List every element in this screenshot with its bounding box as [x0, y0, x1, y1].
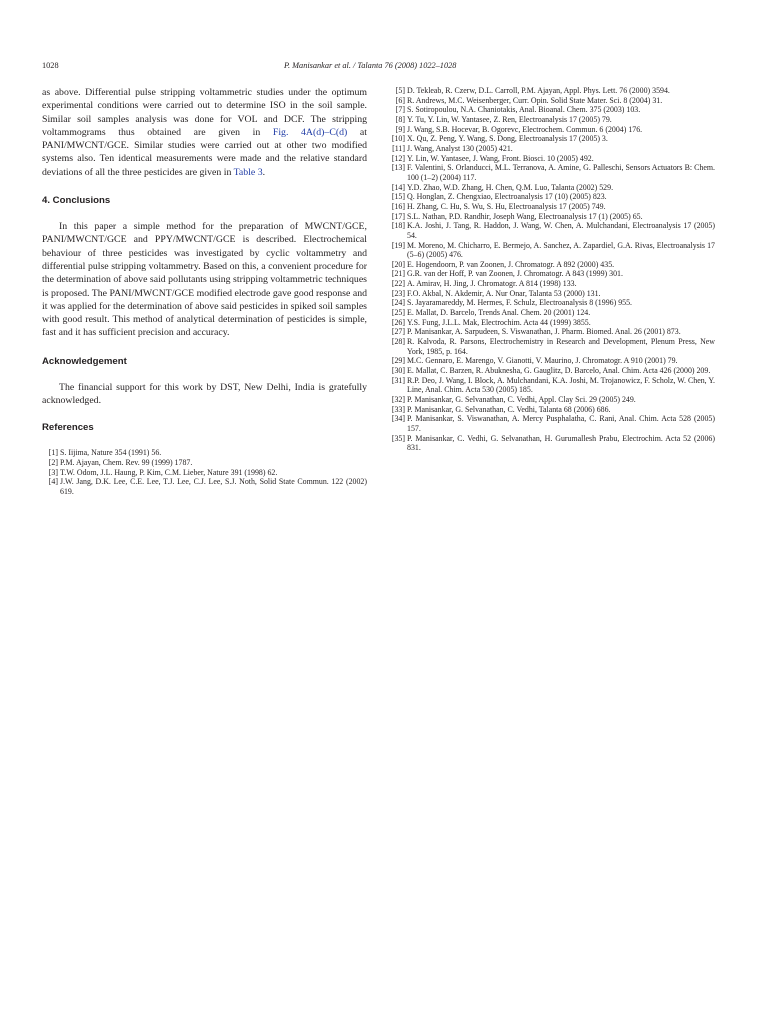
reference-number: [27]: [391, 327, 405, 337]
reference-number: [22]: [391, 279, 405, 289]
intro-text-2: at PANI/MWCNT/GCE. Similar studies were carried out at other two modified systems also. Ten identical measurements were made and the relative standard deviations of all the three pesticides are given in: [42, 126, 367, 178]
reference-item: [389, 202, 715, 212]
reference-item: [389, 414, 715, 433]
reference-text: R.P. Deo, J. Wang, I. Block, A. Mulchandani, K.A. Joshi, M. Trojanowicz, F. Scholz, W. Chen, Y. Line, Anal. Chim. Acta 530 (2005) 185.: [407, 375, 715, 395]
reference-text: F.O. Akbal, N. Akdemir, A. Nur Onar, Talanta 53 (2000) 131.: [407, 288, 601, 298]
reference-text: P. Manisankar, G. Selvanathan, C. Vedhi, Appl. Clay Sci. 29 (2005) 249.: [407, 395, 636, 404]
reference-item: [389, 125, 715, 135]
reference-item: [389, 298, 715, 308]
reference-number: [26]: [391, 317, 405, 327]
reference-item: [389, 86, 715, 96]
reference-item: [389, 269, 715, 279]
reference-number: [12]: [391, 153, 405, 163]
reference-text: S. Jayaramareddy, M. Hermes, F. Schulz, Electroanalysis 8 (1996) 955.: [407, 298, 633, 308]
reference-text: D. Tekleab, R. Czerw, D.L. Carroll, P.M. Ajayan, Appl. Phys. Lett. 76 (2000) 3594.: [407, 86, 670, 95]
page-number: 1028: [42, 61, 59, 70]
reference-number: [2]: [48, 458, 58, 467]
reference-item: [389, 279, 715, 289]
reference-item: [389, 96, 715, 106]
reference-text: Y.D. Zhao, W.D. Zhang, H. Chen, Q.M. Luo, Talanta (2002) 529.: [407, 182, 614, 192]
reference-item: [389, 163, 715, 182]
references-list-right: [389, 86, 715, 453]
reference-number: [19]: [391, 240, 405, 250]
reference-item: [389, 212, 715, 222]
reference-item: [389, 318, 715, 328]
reference-number: [35]: [391, 433, 405, 443]
reference-number: [5]: [395, 86, 405, 95]
reference-text: F. Valentini, S. Orlanducci, M.L. Terranova, A. Amine, G. Palleschi, Sensors Actuators B: Chem. 100 (1–2) (2004) 117.: [407, 163, 715, 182]
intro-text-1: as above. Differential pulse stripping voltammetric studies under the optimum experimental conditions were carried out to determine ISO in the soil sample. Similar soil samples analysis was done for VOL and DCF. The stripping voltammograms thus obtained are given in: [42, 87, 367, 138]
reference-number: [15]: [391, 192, 405, 202]
reference-text: P. Manisankar, S. Viswanathan, A. Mercy Pusphalatha, C. Rani, Anal. Chim. Acta 528 (2005) 157.: [407, 414, 715, 433]
reference-text: K.A. Joshi, J. Tang, R. Haddon, J. Wang, W. Chen, A. Mulchandani, Electroanalysis 17 (2005) 54.: [407, 221, 715, 240]
reference-number: [13]: [391, 163, 405, 173]
reference-item: [42, 477, 367, 496]
figure-4-link[interactable]: Fig. 4A(d)–C(d): [272, 126, 348, 138]
reference-text: M. Moreno, M. Chicharro, E. Bermejo, A. Sanchez, A. Zapardiel, G.A. Rivas, Electroanalysis 17 (5–6) (2005) 476.: [407, 240, 715, 260]
reference-item: [389, 395, 715, 405]
reference-number: [7]: [395, 105, 405, 115]
reference-text: X. Qu, Z. Peng, Y. Wang, S. Dong, Electroanalysis 17 (2005) 3.: [407, 134, 608, 144]
reference-number: [33]: [391, 404, 405, 414]
table-3-link[interactable]: Table 3: [233, 166, 263, 178]
reference-text: J. Wang, S.B. Hocevar, B. Ogorevc, Electrochem. Commun. 6 (2004) 176.: [407, 124, 643, 134]
reference-text: P.M. Ajayan, Chem. Rev. 99 (1999) 1787.: [60, 458, 193, 467]
reference-number: [30]: [391, 366, 405, 376]
reference-number: [6]: [395, 95, 405, 105]
reference-number: [3]: [48, 467, 58, 477]
reference-text: S. Sotiropoulou, N.A. Chaniotakis, Anal. Bioanal. Chem. 375 (2003) 103.: [407, 105, 641, 115]
reference-item: [389, 405, 715, 415]
reference-number: [11]: [392, 143, 405, 153]
reference-text: Y. Lin, W. Yantasee, J. Wang, Front. Biosci. 10 (2005) 492.: [407, 153, 594, 163]
reference-item: [389, 221, 715, 240]
reference-number: [21]: [391, 269, 405, 279]
reference-text: R. Andrews, M.C. Weisenberger, Curr. Opin. Solid State Mater. Sci. 8 (2004) 31.: [407, 95, 663, 105]
reference-number: [14]: [391, 182, 405, 192]
reference-text: R. Kalvoda, R. Parsons, Electrochemistry in Research and Development, Plenum Press, New York, 1985, p. 164.: [407, 337, 715, 356]
reference-text: P. Manisankar, C. Vedhi, G. Selvanathan, H. Gurumallesh Prabu, Electrochim. Acta 52 (2006) 831.: [407, 433, 715, 453]
reference-number: [20]: [391, 259, 405, 269]
reference-number: [17]: [391, 211, 405, 221]
reference-text: E. Mallat, C. Barzen, R. Abuknesha, G. Gauglitz, D. Barcelo, Anal. Chim. Acta 426 (2000) 209.: [407, 366, 711, 376]
reference-number: [4]: [48, 477, 58, 487]
reference-text: A. Amirav, H. Jing, J. Chromatogr. A 814 (1998) 133.: [407, 279, 577, 289]
reference-number: [29]: [391, 356, 405, 366]
reference-item: [389, 366, 715, 376]
reference-item: [389, 376, 715, 395]
reference-number: [24]: [391, 298, 405, 308]
intro-text-end: .: [262, 166, 266, 178]
reference-item: [389, 260, 715, 270]
reference-item: [389, 154, 715, 164]
references-list-left: [42, 448, 367, 496]
reference-item: [389, 337, 715, 356]
reference-text: Y. Tu, Y. Lin, W. Yantasee, Z. Ren, Electroanalysis 17 (2005) 79.: [407, 114, 612, 124]
reference-number: [9]: [395, 124, 405, 134]
reference-text: S. Iijima, Nature 354 (1991) 56.: [60, 448, 162, 458]
acknowledgement-paragraph: The financial support for this work by DST, New Delhi, India is gratefully acknowledged.: [42, 381, 367, 407]
running-header-citation: P. Manisankar et al. / Talanta 76 (2008) 1022–1028: [284, 61, 457, 70]
reference-text: J.W. Jang, D.K. Lee, C.E. Lee, T.J. Lee, C.J. Lee, S.J. Noth, Solid State Commun. 122 (2002) 619.: [60, 477, 367, 496]
reference-text: G.R. van der Hoff, P. van Zoonen, J. Chromatogr. A 843 (1999) 301.: [407, 269, 623, 279]
reference-item: [389, 308, 715, 318]
reference-number: [25]: [391, 308, 405, 318]
reference-item: [389, 183, 715, 193]
reference-item: [389, 134, 715, 144]
reference-item: [389, 356, 715, 366]
right-column: [389, 86, 715, 453]
left-column: [42, 86, 367, 497]
reference-text: T.W. Odom, J.L. Haung, P. Kim, C.M. Lieber, Nature 391 (1998) 62.: [60, 467, 278, 477]
reference-number: [28]: [391, 337, 405, 347]
conclusions-heading: 4. Conclusions: [42, 195, 111, 207]
reference-item: [389, 105, 715, 115]
intro-paragraph: [42, 86, 367, 179]
reference-number: [10]: [391, 134, 405, 144]
reference-number: [18]: [391, 221, 405, 231]
reference-number: [23]: [391, 288, 405, 298]
reference-item: [42, 458, 367, 468]
reference-item: [389, 241, 715, 260]
reference-text: P. Manisankar, A. Sarpudeen, S. Viswanathan, J. Pharm. Biomed. Anal. 26 (2001) 873.: [407, 327, 681, 337]
reference-number: [34]: [391, 414, 405, 424]
reference-item: [389, 144, 715, 154]
reference-number: [1]: [48, 448, 58, 458]
reference-text: J. Wang, Analyst 130 (2005) 421.: [407, 143, 513, 153]
reference-item: [389, 192, 715, 202]
reference-number: [32]: [391, 395, 405, 404]
reference-number: [16]: [391, 201, 405, 211]
references-heading: References: [42, 422, 94, 434]
conclusions-paragraph: In this paper a simple method for the preparation of MWCNT/GCE, PANI/MWCNT/GCE and PPY/MWCNT/GCE is described. Electrochemical behaviour of three pesticides was investigated by cyclic voltammetry and differential pulse stripping voltammetry. Based on this, a convenient procedure for the determination of above said pollutants using stripping voltammetric techniques is proposed. The PANI/MWCNT/GCE modified electrode gave good response and it was applied for the determination of above said pesticides in spiked soil samples with good result. This method of analytical determination of pesticides is simple, fast and it has sufficient precision and accuracy.: [42, 221, 367, 339]
reference-item: [389, 289, 715, 299]
reference-text: H. Zhang, C. Hu, S. Wu, S. Hu, Electroanalysis 17 (2005) 749.: [407, 201, 606, 211]
reference-text: E. Hogendoorn, P. van Zoonen, J. Chromatogr. A 892 (2000) 435.: [407, 259, 615, 269]
reference-item: [389, 327, 715, 337]
reference-text: M.C. Gennaro, E. Marengo, V. Gianotti, V. Maurino, J. Chromatogr. A 910 (2001) 79.: [407, 356, 678, 366]
reference-item: [389, 115, 715, 125]
reference-text: P. Manisankar, G. Selvanathan, C. Vedhi, Talanta 68 (2006) 686.: [407, 404, 611, 414]
reference-text: Q. Honglan, Z. Chengxiao, Electroanalysis 17 (10) (2005) 823.: [407, 192, 607, 202]
reference-number: [31]: [391, 375, 405, 385]
reference-number: [8]: [395, 114, 405, 124]
reference-item: [42, 448, 367, 458]
reference-text: E. Mallat, D. Barcelo, Trends Anal. Chem. 20 (2001) 124.: [407, 308, 591, 318]
reference-text: S.L. Nathan, P.D. Randhir, Joseph Wang, Electroanalysis 17 (1) (2005) 65.: [407, 211, 643, 221]
reference-item: [389, 434, 715, 453]
reference-text: Y.S. Fung, J.L.L. Mak, Electrochim. Acta 44 (1999) 3855.: [407, 317, 591, 327]
reference-item: [42, 468, 367, 478]
acknowledgement-heading: Acknowledgement: [42, 355, 127, 367]
